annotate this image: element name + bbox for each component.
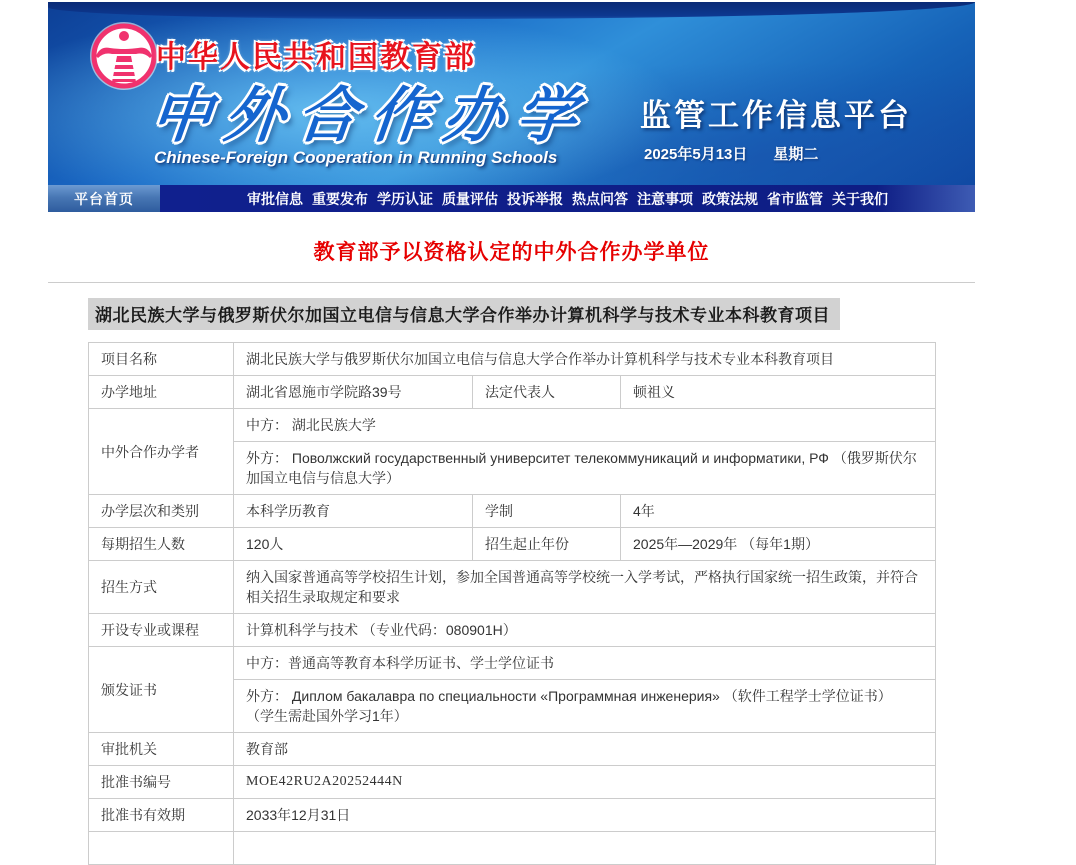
field-label-level: 办学层次和类别 [89,495,234,528]
field-label-validity: 批准书有效期 [89,799,234,832]
nav-item-hot-questions[interactable]: 热点问答 [572,190,628,207]
field-label-partners: 中外合作办学者 [89,409,234,495]
field-value-partner-cn: 中方： 湖北民族大学 [234,409,936,442]
content-heading-wrap [88,236,935,266]
field-value-approval-no: MOE42RU2A20252444N [234,766,936,799]
field-label-partial [89,832,234,865]
nav-item-important-releases[interactable]: 重要发布 [312,190,368,207]
nav-home-tab[interactable]: 平台首页 [48,185,160,212]
date-text: 2025年5月13日 [644,146,748,163]
nav-menu [160,185,975,212]
site-banner [48,2,975,185]
table-row-enrollment [89,528,936,561]
nav-item-provincial-supervision[interactable]: 省市监管 [767,190,823,207]
nav-item-quality-evaluation[interactable]: 质量评估 [442,190,498,207]
nav-item-about-us[interactable]: 关于我们 [832,190,888,207]
table-row-partners-cn [89,409,936,442]
field-value-certificate-foreign: 外方： Диплом бакалавра по специальности «Программная инженерия» （软件工程学士学位证书） （学生需赴国外学习1年） [234,680,936,733]
field-label-approval-no: 批准书编号 [89,766,234,799]
field-label-majors: 开设专业或课程 [89,614,234,647]
field-value-authority: 教育部 [234,733,936,766]
banner-top-strip [48,2,975,19]
project-title-bar: 湖北民族大学与俄罗斯伏尔加国立电信与信息大学合作举办计算机科学与技术专业本科教育项目 [88,298,840,330]
field-value-duration: 4年 [621,495,936,528]
table-row-level [89,495,936,528]
field-value-partial [234,832,936,865]
field-label-enroll-method: 招生方式 [89,561,234,614]
page-title: 教育部予以资格认定的中外合作办学单位 [313,241,710,264]
table-row-enroll-method [89,561,936,614]
field-value-enroll-method: 纳入国家普通高等学校招生计划，参加全国普通高等学校统一入学考试，严格执行国家统一招生政策，并符合相关招生录取规定和要求 [234,561,936,614]
site-subtitle-english: Chinese-Foreign Cooperation in Running Schools [154,148,558,167]
table-row-partial [89,832,936,865]
nav-item-degree-authentication[interactable]: 学历认证 [377,190,433,207]
field-label-authority: 审批机关 [89,733,234,766]
table-row-validity [89,799,936,832]
moe-emblem-icon[interactable] [86,18,162,94]
field-value-certificate-cn: 中方：普通高等教育本科学历证书、学士学位证书 [234,647,936,680]
field-value-validity: 2033年12月31日 [234,799,936,832]
platform-title: 监管工作信息平台 [640,98,912,133]
field-label-enroll-years: 招生起止年份 [473,528,621,561]
table-row-project-name [89,343,936,376]
field-value-majors: 计算机科学与技术 （专业代码：080901H） [234,614,936,647]
table-row-authority [89,733,936,766]
field-label-certificates: 颁发证书 [89,647,234,733]
ministry-title: 中华人民共和国教育部 [156,41,476,74]
field-label-address: 办学地址 [89,376,234,409]
field-value-project-name: 湖北民族大学与俄罗斯伏尔加国立电信与信息大学合作举办计算机科学与技术专业本科教育项目 [234,343,936,376]
nav-item-policies[interactable]: 政策法规 [702,190,758,207]
page-container [48,2,975,865]
field-value-level: 本科学历教育 [234,495,473,528]
field-value-partner-foreign: 外方： Поволжский государственный университет телекоммуникаций и информатики, РФ （俄罗斯伏尔加国立电信与信息大学） [234,442,936,495]
table-row-majors [89,614,936,647]
field-value-address: 湖北省恩施市学院路39号 [234,376,473,409]
field-label-duration: 学制 [473,495,621,528]
table-row-approval-no [89,766,936,799]
field-label-legal-rep: 法定代表人 [473,376,621,409]
field-value-enroll-years: 2025年—2029年 （每年1期） [621,528,936,561]
field-label-enrollment: 每期招生人数 [89,528,234,561]
field-label-project-name: 项目名称 [89,343,234,376]
main-navbar [48,185,975,212]
table-row-certificates-cn [89,647,936,680]
project-detail-table [88,342,936,865]
table-row-address [89,376,936,409]
field-value-legal-rep: 顿祖义 [621,376,936,409]
nav-item-approval-info[interactable]: 审批信息 [247,190,303,207]
nav-item-notices[interactable]: 注意事项 [637,190,693,207]
nav-item-complaints[interactable]: 投诉举报 [507,190,563,207]
site-title: 中外合作办学 [148,82,594,149]
banner-date [644,143,818,164]
field-value-enrollment: 120人 [234,528,473,561]
weekday-text: 星期二 [773,146,819,163]
